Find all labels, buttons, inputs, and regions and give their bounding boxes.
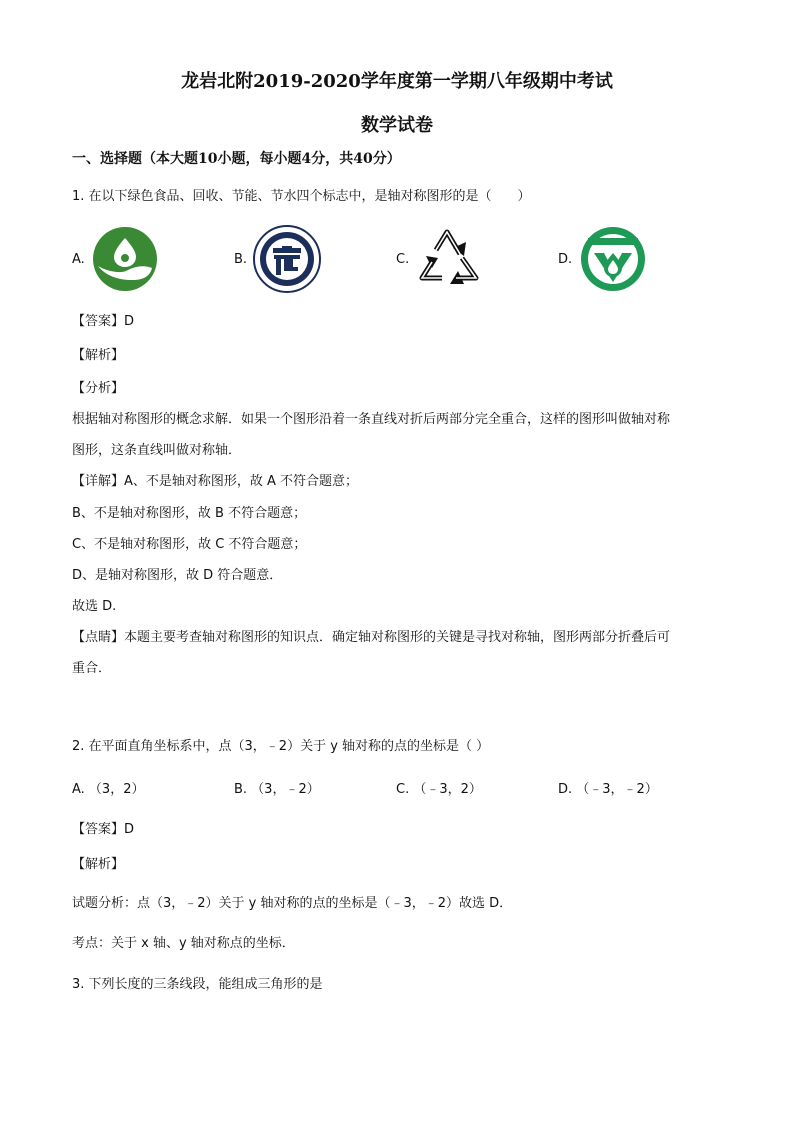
question-2-analysis-text: 试题分析：点（3，﹣2）关于 y 轴对称的点的坐标是（﹣3，﹣2）故选 D． (72, 896, 513, 911)
recycle-logo-icon (416, 226, 482, 296)
option-d-label: D. (558, 252, 573, 267)
q2-option-a: A. （3，2） (72, 782, 145, 797)
question-1-stem: 1. 在以下绿色食品、回收、节能、节水四个标志中，是轴对称图形的是（ ） (72, 189, 531, 204)
question-1-fenxi-text: 根据轴对称图形的概念求解．如果一个图形沿着一条直线对折后两部分完全重合，这样的图形叫做轴对称 (72, 412, 671, 427)
question-1-comment: 【点睛】本题主要考查轴对称图形的知识点．确定轴对称图形的关键是寻找对称轴，图形两部分折叠后可 (72, 630, 671, 645)
water-saving-logo-icon (580, 226, 646, 296)
question-1-detail-b: B、不是轴对称图形，故 B 不符合题意； (72, 506, 307, 521)
question-2-stem: 2. 在平面直角坐标系中，点（3，﹣2）关于 y 轴对称的点的坐标是（ ） (72, 739, 490, 754)
page-title: 龙岩北附2019-2020学年度第一学期八年级期中考试 (181, 71, 613, 92)
question-1-fenxi-text-cont: 图形，这条直线叫做对称轴． (72, 443, 242, 458)
question-1-detail-c: C、不是轴对称图形，故 C 不符合题意； (72, 537, 307, 552)
section-heading: 一、选择题（本大题10小题，每小题4分，共40分） (72, 151, 401, 167)
question-1-fenxi-label: 【分析】 (72, 381, 125, 396)
green-food-logo-icon (92, 226, 158, 296)
q2-option-d: D. （﹣3，﹣2） (558, 782, 658, 797)
question-1-answer: 【答案】D (72, 314, 135, 329)
energy-saving-logo-icon (252, 224, 322, 298)
question-2-kaodian: 考点：关于 x 轴、y 轴对称点的坐标． (72, 936, 295, 951)
option-c-label: C. (396, 252, 410, 267)
question-2-answer: 【答案】D (72, 822, 135, 837)
question-1-detail-a: 【详解】A、不是轴对称图形，故 A 不符合题意； (72, 474, 359, 489)
q2-option-b: B. （3，﹣2） (234, 782, 320, 797)
question-1-choice: 故选 D. (72, 599, 117, 614)
question-1-detail-d: D、是轴对称图形，故 D 符合题意． (72, 568, 283, 583)
q2-option-c: C. （﹣3，2） (396, 782, 482, 797)
question-2-analysis-label: 【解析】 (72, 857, 125, 872)
question-1-comment-cont: 重合． (72, 661, 112, 676)
option-a-label: A. (72, 252, 85, 267)
page-subtitle: 数学试卷 (361, 115, 433, 136)
option-b-label: B. (234, 252, 248, 267)
question-3-stem: 3. 下列长度的三条线段，能组成三角形的是 (72, 977, 323, 992)
question-1-analysis-label: 【解析】 (72, 348, 125, 363)
